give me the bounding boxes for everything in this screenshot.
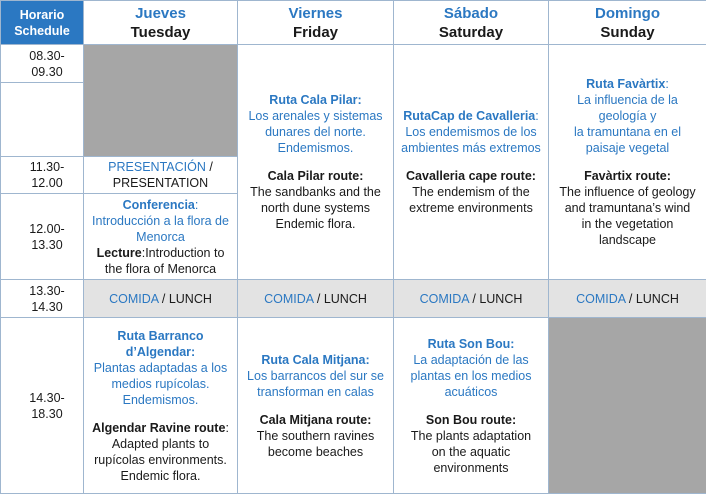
lunch-thursday	[84, 280, 238, 318]
time-end: 14.30	[11, 299, 83, 315]
route-desc-es: plantas en los medios	[394, 368, 548, 384]
route-desc-en: extreme environments	[394, 200, 548, 216]
row-0830	[1, 45, 706, 83]
route-desc-en: rupícolas environments.	[84, 452, 237, 468]
empty-slot-thursday-morning	[84, 45, 238, 157]
route-title-en-colon: :	[359, 169, 363, 183]
route-desc-es: transforman en calas	[238, 384, 393, 400]
lunch-es: COMIDA	[576, 292, 625, 306]
route-desc-en: Adapted plants to	[84, 436, 237, 452]
time-start: 11.30-	[11, 159, 83, 175]
route-title-es: RutaCap de Cavalleria	[403, 109, 535, 123]
route-title-en	[394, 168, 548, 184]
route-desc-es: acuáticos	[394, 384, 548, 400]
time-start: 14.30-	[11, 390, 83, 406]
lunch-es: COMIDA	[264, 292, 313, 306]
route-title-en	[84, 420, 237, 436]
route-desc-es: Endemismos.	[238, 140, 393, 156]
route-title-en-colon: :	[225, 421, 228, 435]
day-header-friday	[238, 1, 394, 45]
route-title-es: Ruta Barranco	[84, 328, 237, 344]
schedule-header	[1, 1, 84, 45]
lunch-sunday	[549, 280, 706, 318]
route-desc-es: geología y	[549, 108, 706, 124]
day-name-es: Jueves	[84, 4, 237, 23]
time-slot-1330	[1, 280, 84, 318]
lunch-separator: /	[158, 292, 168, 306]
lunch-en: LUNCH	[479, 292, 522, 306]
route-title-en-text: Favàrtix route	[584, 169, 667, 183]
route-title-es: Ruta Cala Pilar:	[238, 92, 393, 108]
lunch-separator: /	[469, 292, 479, 306]
schedule-header-es: Horario	[1, 7, 83, 23]
route-desc-en: landscape	[549, 232, 706, 248]
route-title-en-colon: :	[512, 413, 516, 427]
time-slot-1200	[1, 194, 84, 280]
route-title-es: Ruta Son Bou:	[394, 336, 548, 352]
lunch-en: LUNCH	[324, 292, 367, 306]
route-desc-en: become beaches	[238, 444, 393, 460]
route-desc-es: dunares del norte.	[238, 124, 393, 140]
time-slot-0830	[1, 45, 84, 83]
route-desc-en: The endemism of the	[394, 184, 548, 200]
route-desc-es: Los barrancos del sur se	[238, 368, 393, 384]
day-header-sunday	[549, 1, 706, 45]
route-title-en-text: Algendar Ravine route	[92, 421, 225, 435]
activity-thursday-afternoon	[84, 318, 238, 494]
lunch-saturday	[394, 280, 549, 318]
route-desc-es: Los endemismos de los	[394, 124, 548, 140]
route-title-en-colon: :	[667, 169, 671, 183]
route-title-en-text: Cala Mitjana route	[260, 413, 368, 427]
route-desc-en: Endemic flora.	[238, 216, 393, 232]
time-start: 08.30-	[11, 48, 83, 64]
activity-friday-morning	[238, 45, 394, 280]
time-slot-empty	[1, 83, 84, 157]
route-desc-es: paisaje vegetal	[549, 140, 706, 156]
route-desc-en: The southern ravines	[238, 428, 393, 444]
activity-friday-afternoon	[238, 318, 394, 494]
time-start: 13.30-	[11, 283, 83, 299]
route-desc-en: environments	[394, 460, 548, 476]
route-desc-es: La adaptación de las	[394, 352, 548, 368]
route-title-es: Ruta Favàrtix	[586, 77, 665, 91]
time-start: 12.00-	[11, 221, 83, 237]
activity-presentation	[84, 157, 238, 194]
route-title-en-colon: :	[367, 413, 371, 427]
day-name-en: Sunday	[549, 23, 706, 42]
route-desc-es: medios rupícolas.	[84, 376, 237, 392]
route-desc-en: north dune systems	[238, 200, 393, 216]
empty-slot-sunday-afternoon	[549, 318, 706, 494]
conference-desc: Menorca	[84, 229, 237, 245]
time-slot-1430	[1, 318, 84, 494]
route-title-es: Ruta Cala Mitjana:	[238, 352, 393, 368]
route-desc-en: on the aquatic	[394, 444, 548, 460]
route-desc-en: in the vegetation	[549, 216, 706, 232]
row-lunch	[1, 280, 706, 318]
lunch-separator: /	[625, 292, 635, 306]
row-1430	[1, 318, 706, 494]
activity-lecture	[84, 194, 238, 280]
route-title-en-text: Cavalleria cape route	[406, 169, 532, 183]
route-title-es-colon: :	[535, 109, 538, 123]
presentation-separator: /	[206, 160, 213, 174]
day-name-en: Tuesday	[84, 23, 237, 42]
lunch-separator: /	[313, 292, 323, 306]
activity-saturday-afternoon	[394, 318, 549, 494]
presentation-en: PRESENTATION	[84, 175, 237, 191]
conference-desc: Introducción a la flora de	[84, 213, 237, 229]
lecture-label: Lecture	[97, 246, 142, 260]
presentation-es: PRESENTACIÓN	[108, 160, 206, 174]
route-title-en-colon: :	[532, 169, 536, 183]
route-title-en	[394, 412, 548, 428]
day-name-es: Viernes	[238, 4, 393, 23]
header-row	[1, 1, 706, 45]
route-title-es-colon: :	[665, 77, 668, 91]
route-title-en	[238, 412, 393, 428]
time-end: 13.30	[11, 237, 83, 253]
lunch-friday	[238, 280, 394, 318]
day-name-es: Sábado	[394, 4, 548, 23]
route-desc-es: La influencia de la	[549, 92, 706, 108]
route-desc-en: The influence of geology	[549, 184, 706, 200]
time-end: 09.30	[11, 64, 83, 80]
day-name-en: Saturday	[394, 23, 548, 42]
lecture-desc: :Introduction to	[142, 246, 225, 260]
schedule-header-en: Schedule	[1, 23, 83, 39]
route-title-en	[238, 168, 393, 184]
route-desc-es: la tramuntana en el	[549, 124, 706, 140]
conference-title: Conferencia	[123, 198, 195, 212]
route-desc-en: Endemic flora.	[84, 468, 237, 484]
lecture-desc: the flora of Menorca	[84, 261, 237, 277]
day-header-thursday	[84, 1, 238, 45]
route-title-en-text: Son Bou route	[426, 413, 512, 427]
route-desc-es: Plantas adaptadas a los	[84, 360, 237, 376]
conference-colon: :	[195, 198, 198, 212]
activity-sunday-morning	[549, 45, 706, 280]
route-desc-en: The plants adaptation	[394, 428, 548, 444]
route-desc-es: ambientes más extremos	[394, 140, 548, 156]
route-desc-en: and tramuntana’s wind	[549, 200, 706, 216]
activity-saturday-morning	[394, 45, 549, 280]
time-end: 12.00	[11, 175, 83, 191]
route-title-en-text: Cala Pilar route	[268, 169, 360, 183]
time-slot-1130	[1, 157, 84, 194]
lunch-en: LUNCH	[636, 292, 679, 306]
route-title-en	[549, 168, 706, 184]
lunch-en: LUNCH	[169, 292, 212, 306]
route-desc-en: The sandbanks and the	[238, 184, 393, 200]
day-header-saturday	[394, 1, 549, 45]
route-desc-es: Endemismos.	[84, 392, 237, 408]
day-name-en: Friday	[238, 23, 393, 42]
time-end: 18.30	[11, 406, 83, 422]
lunch-es: COMIDA	[109, 292, 158, 306]
route-desc-es: Los arenales y sistemas	[238, 108, 393, 124]
day-name-es: Domingo	[549, 4, 706, 23]
lunch-es: COMIDA	[420, 292, 469, 306]
route-title-es: d’Algendar:	[84, 344, 237, 360]
